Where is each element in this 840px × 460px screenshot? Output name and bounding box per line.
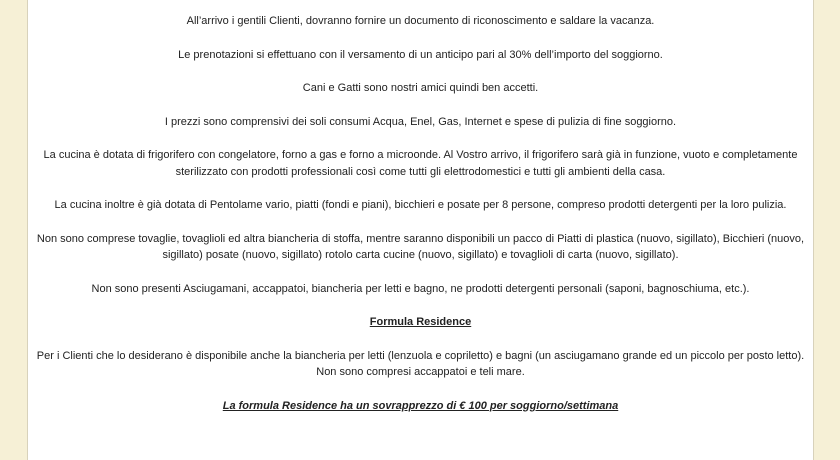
kitchen-equipment-info: La cucina inoltre è già dotata di Pentolame vario, piatti (fondi e piani), bicchieri e posate per 8 persone, compreso prodotti detergenti per la loro pulizia. bbox=[54, 199, 787, 211]
prices-info: I prezzi sono comprensivi dei soli consumi Acqua, Enel, Gas, Internet e spese di pulizia di fine soggiorno. bbox=[164, 115, 677, 128]
booking-info: Le prenotazioni si effettuano con il versamento di un anticipo pari al 30% dell’importo del soggiorno. bbox=[178, 48, 663, 61]
linen-not-included-info: Non sono comprese tovaglie, tovaglioli ed altra biancheria di stoffa, mentre saranno disponibili un pacco di Piatti di plastica (nuovo, sigillato), Bicchieri (nuovo, sigillato) posate (nuovo, sigillato) rotolo carta cucine (nuovo, sigillato) e tovaglioli di carta (nuovo, sigillato). bbox=[36, 232, 805, 261]
residence-excluded-info: Non sono compresi accappatoi e teli mare. bbox=[316, 366, 525, 378]
arrival-info: All’arrivo i gentili Clienti, dovranno fornire un documento di riconoscimento e saldare la vacanza. bbox=[186, 15, 655, 27]
info-content bbox=[28, 0, 813, 414]
pets-info: Cani e Gatti sono nostri amici quindi ben accetti. bbox=[302, 82, 539, 94]
kitchen-info: La cucina è dotata di frigorifero con congelatore, forno a gas e forno a microonde. Al Vostro arrivo, il frigorifero sarà già in funzione, vuoto e completamente sterilizzato con prodotti professionali così come tutti gli elettrodomestici e tutti gli ambienti della casa. bbox=[43, 149, 798, 178]
residence-linen-info: Per i Clienti che lo desiderano è disponibile anche la biancheria per letti (lenzuola e copriletto) e bagni (un asciugamano grande ed un piccolo per posto letto). bbox=[36, 349, 805, 362]
page-container bbox=[27, 0, 814, 460]
residence-surcharge-notice: La formula Residence ha un sovrapprezzo di € 100 per soggiorno/settimana bbox=[222, 399, 619, 412]
residence-heading: Formula Residence bbox=[369, 316, 472, 328]
towels-not-present-info: Non sono presenti Asciugamani, accappatoi, biancheria per letti e bagno, ne prodotti detergenti personali (saponi, bagnoschiuma, etc.). bbox=[91, 282, 750, 295]
